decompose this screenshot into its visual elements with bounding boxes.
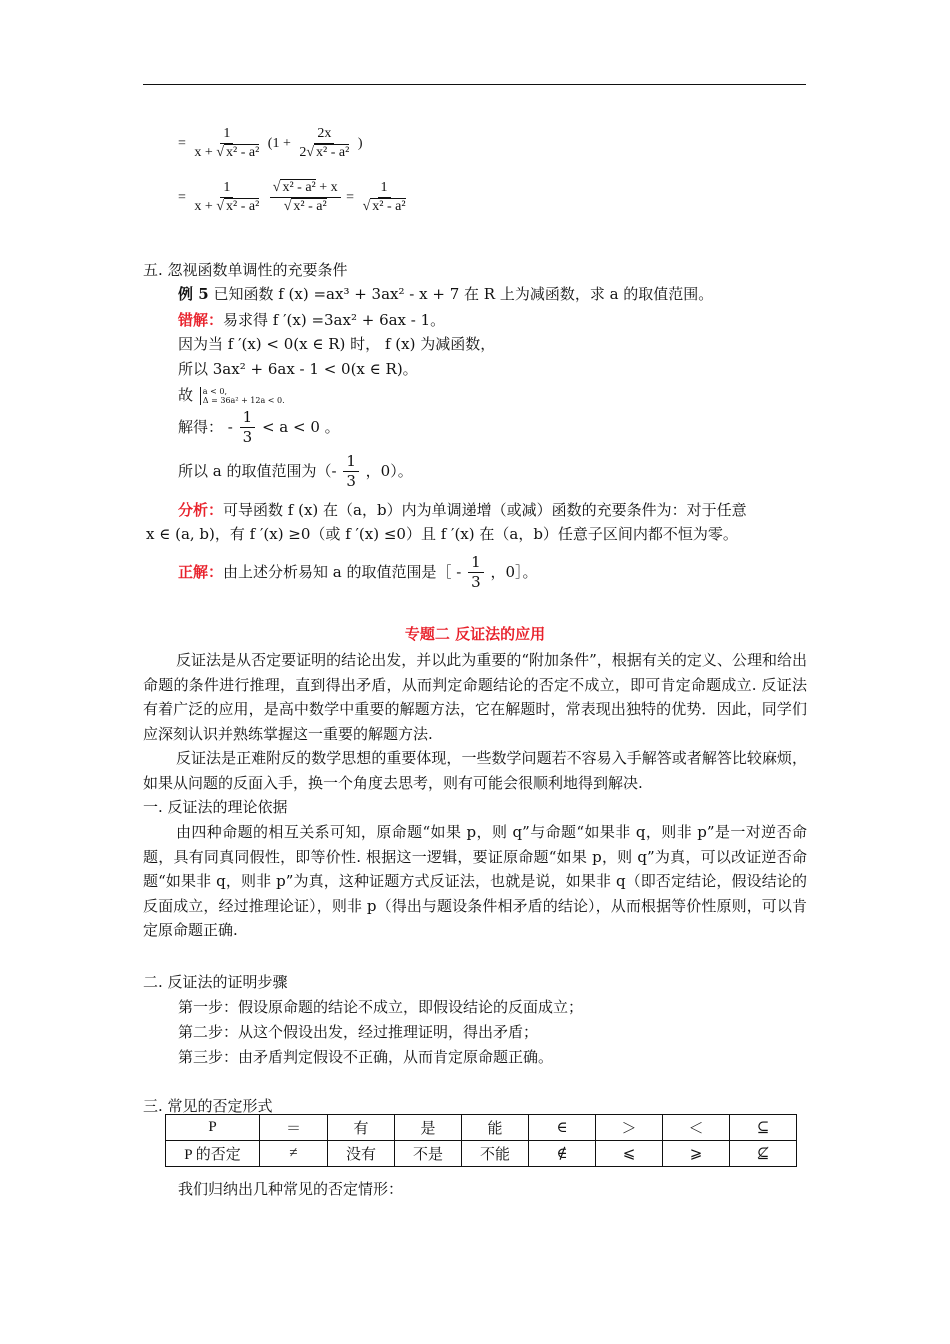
table-cell: ＝ xyxy=(260,1115,328,1141)
step-line: 第二步：从这个假设出发，经过推理证明，得出矛盾； xyxy=(178,1023,539,1041)
example-5 xyxy=(178,283,713,304)
table-cell: 能 xyxy=(462,1115,529,1141)
denominator: x + √ x² - a² xyxy=(194,145,260,161)
table-cell: ⩽ xyxy=(596,1141,663,1167)
table-cell: 是 xyxy=(395,1115,462,1141)
table-cell: P xyxy=(166,1115,260,1141)
numerator: 1 xyxy=(220,126,233,144)
analysis-line-1: 分析：可导函数 f (x) 在（a，b）内为单调递增（或减）函数的充要条件为：对于任意 xyxy=(178,501,747,519)
paragraph: 反证法是正难附反的数学思想的重要体现，一些数学问题若不容易入手解答或者解答比较麻烦，如果从问题的反面入手，换一个角度去思考，则有可能会很顺利地得到解决. xyxy=(143,749,807,792)
table-cell: ⊈ xyxy=(730,1141,797,1167)
radicand: x² - a² xyxy=(226,199,260,215)
fraction xyxy=(360,180,409,215)
wrong-label: 错解： xyxy=(178,311,224,329)
subsection-heading: 一. 反证法的理论依据 xyxy=(143,798,288,816)
example-label: 例 5 xyxy=(178,285,209,303)
step-line: 第一步：假设原命题的结论不成立，即假设结论的反面成立； xyxy=(178,998,584,1016)
numerator: 2x xyxy=(314,126,334,144)
numerator: 1 xyxy=(378,180,391,198)
table-cell: ∉ xyxy=(529,1141,596,1167)
table-cell: ＞ xyxy=(596,1115,663,1141)
closing-line: 我们归纳出几种常见的否定情形： xyxy=(178,1180,404,1198)
negation-table xyxy=(165,1114,797,1167)
numerator: √ x² - a² + x xyxy=(270,180,341,198)
example-text: 已知函数 f (x) =ax³ + 3ax² - x + 7 在 R 上为减函数，求 a 的取值范围。 xyxy=(213,285,714,303)
table-cell: ＜ xyxy=(663,1115,730,1141)
range-line: 所以 a 的取值范围为（- $\frac{1}{3}$ ，0）。 xyxy=(178,452,413,491)
cases-line: 故 a < 0, Δ = 36a² + 12a < 0. xyxy=(178,386,285,405)
denominator: 2√ x² - a² xyxy=(299,145,350,161)
topic-title: 专题二 反证法的应用 xyxy=(404,625,546,643)
subsection-heading: 三. 常见的否定形式 xyxy=(143,1097,273,1115)
table-cell: ⊆ xyxy=(730,1115,797,1141)
paragraph: 反证法是从否定要证明的结论出发，并以此为重要的“附加条件”，根据有关的定义、公理和给出命题的条件进行推理，直到得出矛盾，从而判定命题结论的否定不成立，即可肯定命题成立. 反证法有着广泛的应用，是高中数学中重要的解题方法，它在解题时，常表现出独特的优势．因此，同学们应深刻认识并熟练掌握这一重要的解题方法. xyxy=(143,651,807,743)
fraction xyxy=(296,126,352,161)
correct-label: 正解： xyxy=(178,562,224,581)
wrong-text: 易求得 f ′(x) =3ax² + 6ax - 1。 xyxy=(223,311,446,329)
table-cell: 不能 xyxy=(462,1141,529,1167)
correct-solution: 正解：由上述分析易知 a 的取值范围是［ - $\frac{1}{3}$ ，0］。 xyxy=(178,553,538,592)
step-line: 第三步：由矛盾判定假设不正确，从而肯定原命题正确。 xyxy=(178,1048,554,1066)
wrong-solution xyxy=(178,309,445,330)
header-rule xyxy=(143,84,806,85)
analysis-line-2: x ∈ (a, b)，有 f ′(x) ≥0（或 f ′(x) ≤0）且 f ′(x) 在（a，b）任意子区间内都不恒为零。 xyxy=(146,525,738,543)
text-line: 因为当 f ′(x) < 0(x ∈ R) 时， f (x) 为减函数， xyxy=(178,335,496,353)
fraction: $\frac{1}{3}$ xyxy=(240,409,256,447)
denominator: √ x² - a² xyxy=(362,199,406,215)
subsection-heading: 二. 反证法的证明步骤 xyxy=(143,973,288,991)
text-line: 所以 3ax² + 6ax - 1 < 0(x ∈ R)。 xyxy=(178,360,418,378)
fraction: $\frac{1}{3}$ xyxy=(343,453,359,491)
denominator: x + √ x² - a² xyxy=(194,199,260,215)
table-cell: 没有 xyxy=(328,1141,395,1167)
numerator: 1 xyxy=(220,180,233,198)
solve-line: 解得： - $\frac{1}{3}$ < a < 0 。 xyxy=(178,408,340,447)
table-cell: ∈ xyxy=(529,1115,596,1141)
derivation-line-1 xyxy=(178,126,362,161)
equals-sign: = xyxy=(346,189,355,205)
paragraph: 由四种命题的相互关系可知，原命题“如果 p，则 q”与命题“如果非 q，则非 p”是一对逆否命题，具有同真同假性，即等价性. 根据这一逻辑，要证原命题“如果 p，则 q”为真，可以改证逆否命题“如果非 q，则非 p”为真，这种证题方式反证法，也就是说，如果非 q（即否定结论，假设结论的反面成立，经过推理论证），则非 p（得出与题设条件相矛盾的结论），从而根据等价性原则，可以肯定原命题正确. xyxy=(143,823,807,940)
section-heading: 五. 忽视函数单调性的充要条件 xyxy=(143,261,348,279)
cases-brace: a < 0, Δ = 36a² + 12a < 0. xyxy=(200,387,285,405)
table-cell: 有 xyxy=(328,1115,395,1141)
fraction xyxy=(270,180,341,215)
fraction: $\frac{1}{3}$ xyxy=(468,554,484,592)
fraction xyxy=(191,180,262,215)
table-cell: 不是 xyxy=(395,1141,462,1167)
equals-sign: = xyxy=(178,135,186,151)
table-row xyxy=(166,1115,797,1141)
table-cell: ⩾ xyxy=(663,1141,730,1167)
radicand: x² - a² xyxy=(226,145,260,161)
paren-open: (1 + xyxy=(267,135,295,151)
table-cell: ≠ xyxy=(260,1141,328,1167)
radicand: x² - a² xyxy=(316,145,350,161)
table-row xyxy=(166,1141,797,1167)
denominator: √ x² - a² xyxy=(283,199,327,215)
paren-close: ) xyxy=(357,135,363,151)
analysis-label: 分析： xyxy=(178,501,224,519)
equals-sign: = xyxy=(178,189,186,205)
table-cell: P 的否定 xyxy=(166,1141,260,1167)
fraction xyxy=(191,126,262,161)
derivation-line-2 xyxy=(178,180,411,215)
